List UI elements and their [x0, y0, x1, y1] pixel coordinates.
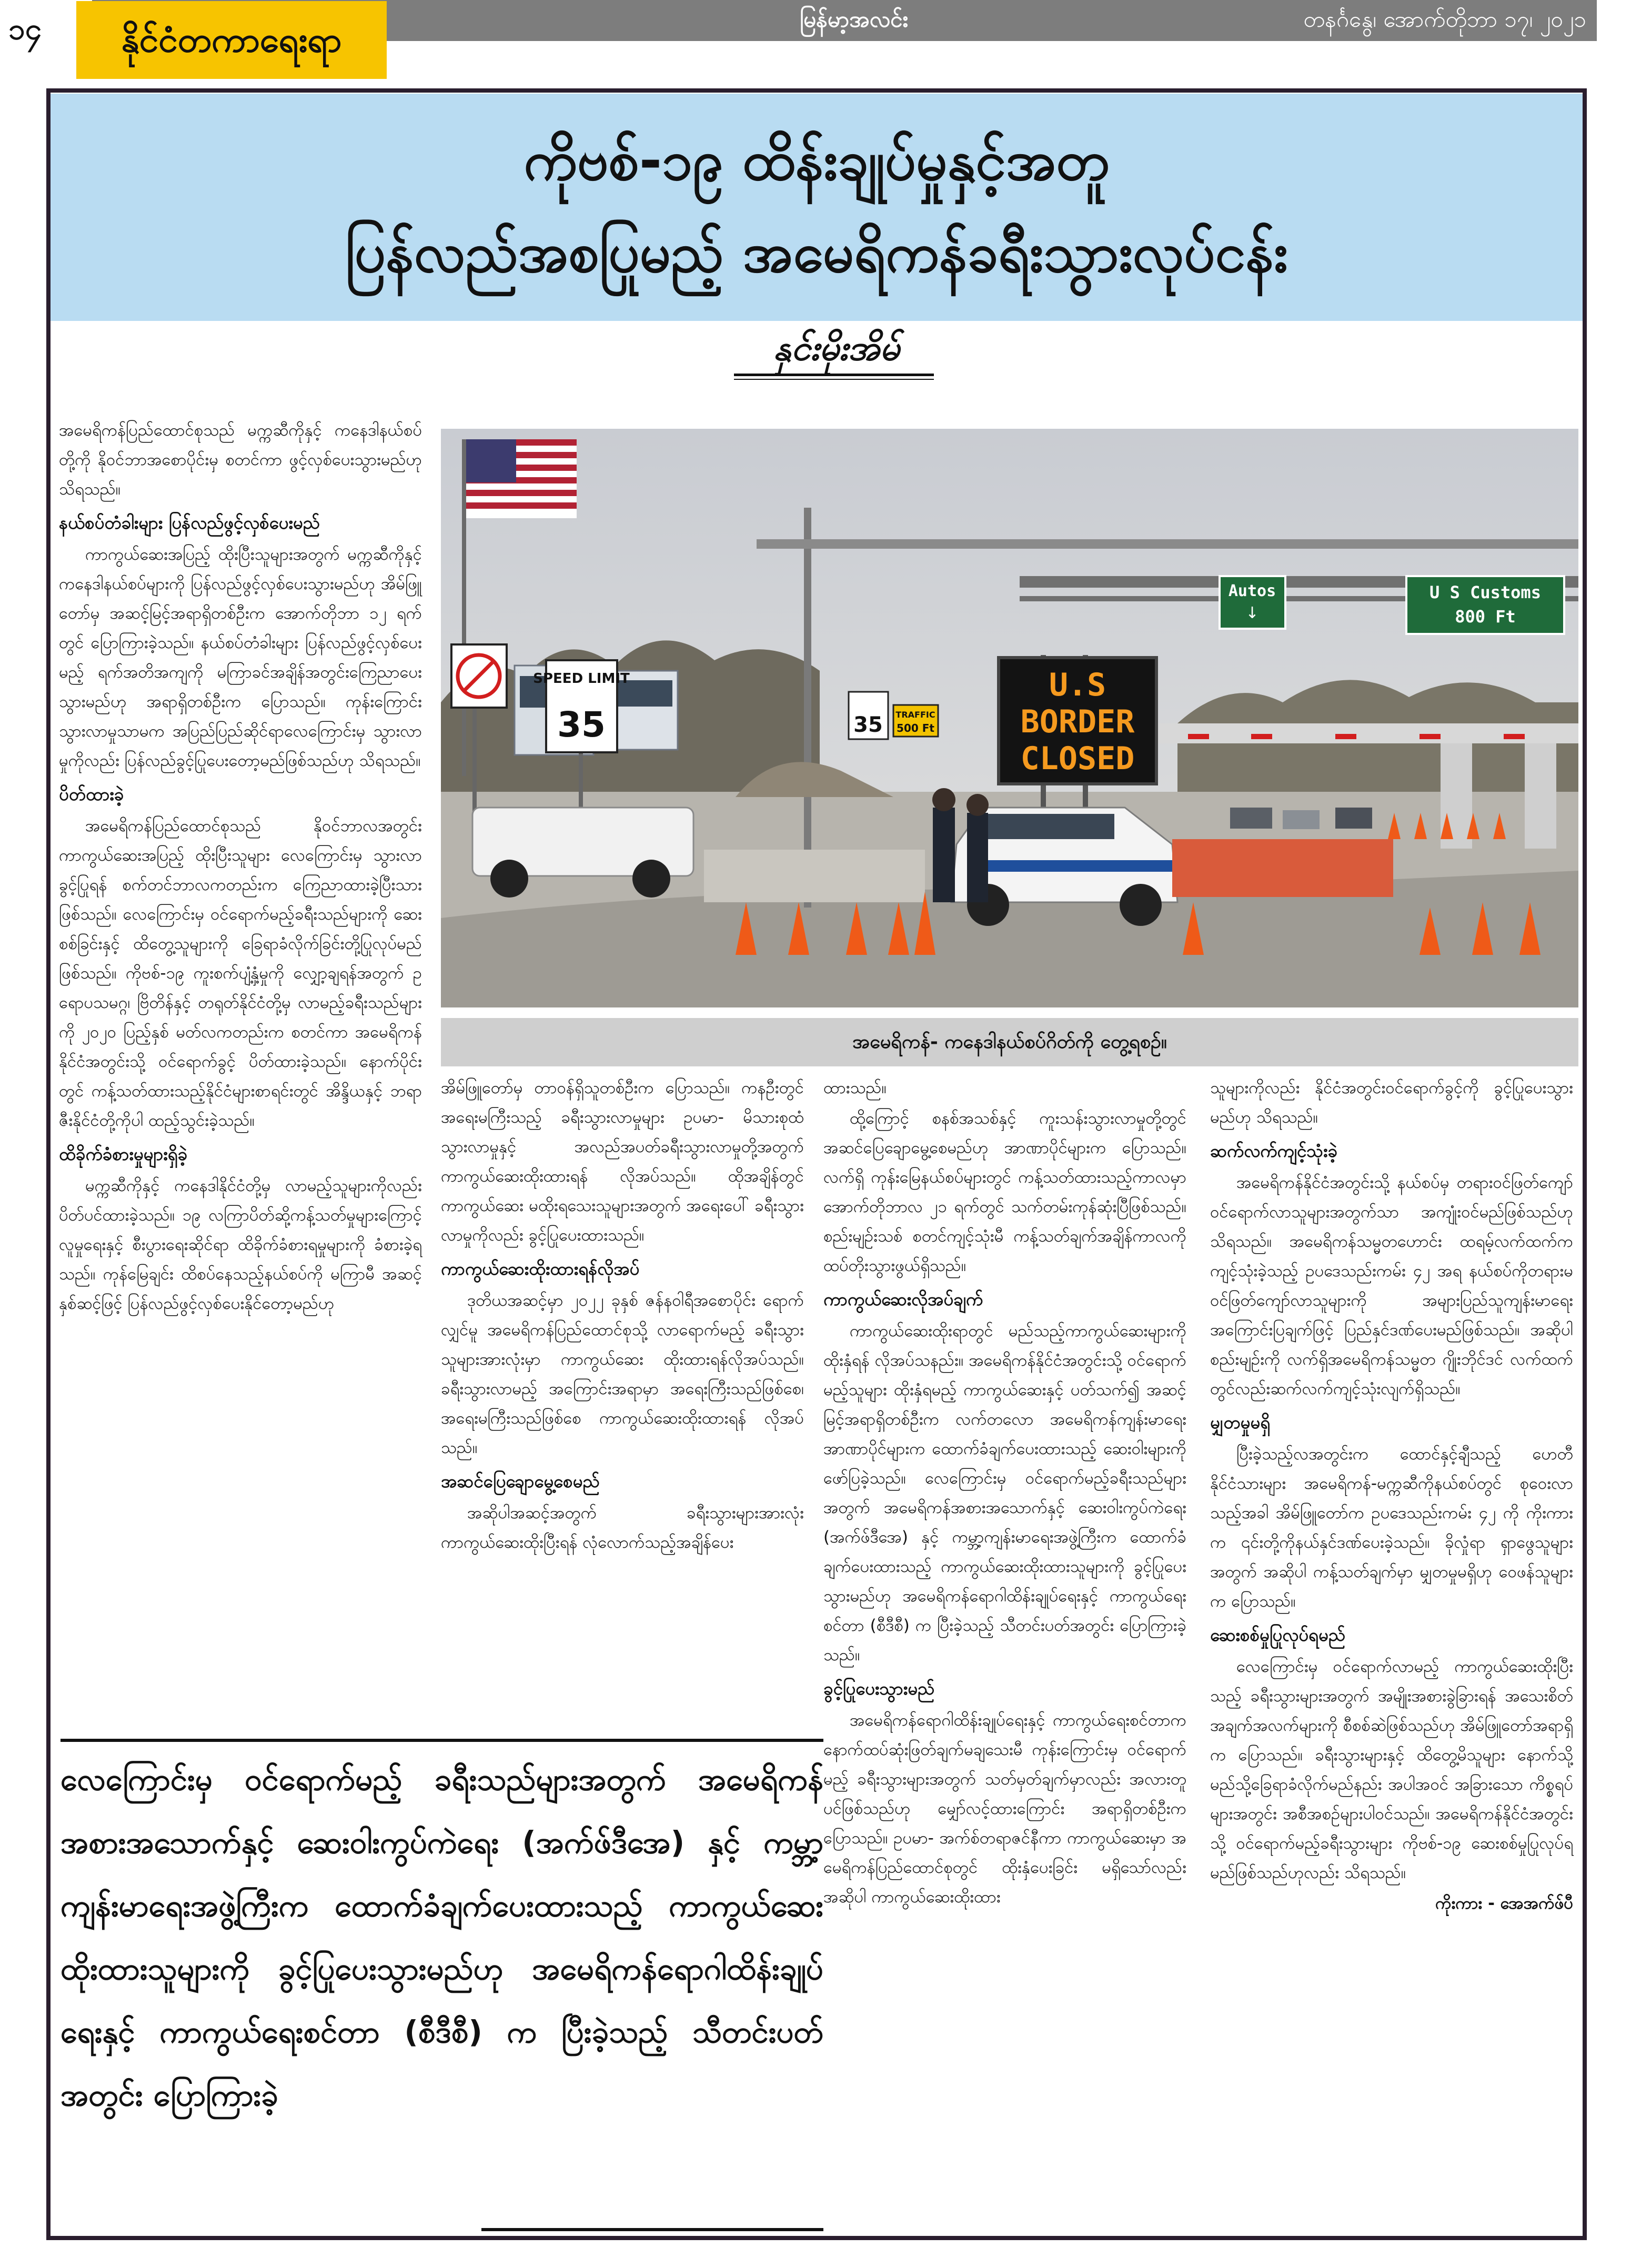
paragraph: ပြီးခဲ့သည့်လအတွင်းက ထောင်နှင့်ချီသည့် ဟေတီနိုင်ငံသားများ အမေရိကန်-မက္ကဆီကိုနယ်စပ်တွင် စုဝေးလာသည့်အခါ အိမ်ဖြူတော်က ဥပဒေသည်းကမ်း ၄၂ ကို ကိုးကားက ၎င်းတို့ကိုနယ်နှင်ဒဏ်ပေးခဲ့သည်။ ခိုလှုံရာ ရှာဖွေသူများအတွက် အဆိုပါ ကန့်သတ်ချက်မှာ မျှတမှုမရှိဟု ဝေဖန်သူများက ပြောသည်။: [1210, 1445, 1573, 1611]
pull-quote-rule-top: [61, 1739, 823, 1742]
column-3: [823, 1073, 1186, 2231]
subheading: မျှတမှုမရှိ: [1210, 1412, 1271, 1433]
subheading: ဆက်လက်ကျင့်သုံးခဲ့: [1210, 1141, 1338, 1161]
page-number: ၁၄: [8, 12, 42, 46]
speed-limit-number: 35: [557, 704, 606, 745]
paragraph: အမေရိကန်ပြည်ထောင်စုသည် မက္ကဆီကိုနှင့် ကနေဒါနယ်စပ်တို့ကို နိုဝင်ဘာအစောပိုင်းမှ စတင်ကာ ဖွင့်လှစ်ပေးသွားမည်ဟု သိရသည်။: [59, 421, 422, 499]
subheading: ခွင့်ပြုပေးသွားမည်: [823, 1678, 934, 1699]
customs-distance-text: 800 Ft: [1455, 607, 1516, 627]
column-4: [1210, 1073, 1573, 2231]
subheading: ဆေးစစ်မှုပြုလုပ်ရမည်: [1210, 1625, 1345, 1645]
pull-quote-rule-bottom: [481, 2228, 823, 2231]
paragraph: အိမ်ဖြူတော်မှ တာဝန်ရှိသူတစ်ဦးက ပြောသည်။ ကနဦးတွင် အရေးမကြီးသည့် ခရီးသွားလာမှုများ ဥပမာ- မိသားစုထံသွားလာမှုနှင့် အလည်အပတ်ခရီးသွားလာမှုတို့အတွက် ကာကွယ်ဆေးထိုးထားရန် လိုအပ်သည်။ ထိုအချိန်တွင် ကာကွယ်ဆေး မထိုးရသေးသူများအတွက် အရေးပေါ် ခရီးသွားလာမှုကိုလည်း ခွင့်ပြုပေးထားသည်။: [441, 1078, 804, 1245]
headline-line-1: ကိုဗစ်-၁၉ ထိန်းချုပ်မှုနှင့်အတူ: [523, 128, 1110, 193]
subheading: ကာကွယ်ဆေးထိုးထားရန်လိုအပ်: [441, 1258, 640, 1279]
paragraph: လေကြောင်းမှ ဝင်ရောက်လာမည့် ကာကွယ်ဆေးထိုးပြီးသည့် ခရီးသွားများအတွက် အမျိုးအစားခွဲခြားရန် အသေးစိတ်အချက်အလက်များကို စီစစ်ဆဲဖြစ်သည်ဟု အိမ်ဖြူတော်အရာရှိက ပြောသည်။ ခရီးသွားများနှင့် ထိတွေ့မိသူများ နောက်သို့ မည်သို့ခြေရာခံလိုက်မည်နည်း အပါအဝင် အခြားသော ကိစ္စရပ်များအတွင်း အစီအစဉ်များပါဝင်သည်။ အမေရိကန်နိုင်ငံအတွင်းသို့ ဝင်ရောက်မည့်ခရီးသွားများ ကိုဗစ်-၁၉ ဆေးစစ်မှုပြုလုပ်ရမည်ဖြစ်သည်ဟုလည်း သိရသည်။: [1210, 1657, 1573, 1882]
border-crossing-photo: [441, 429, 1578, 1007]
column-1: [59, 416, 422, 1715]
paragraph: မက္ကဆီကိုနှင့် ကနေဒါနိုင်ငံတို့မှ လာမည့်သူများကိုလည်း ပိတ်ပင်ထားခဲ့သည်။ ၁၉ လကြာပိတ်ဆို့ကန့်သတ်မှုများကြောင့် လူမှုရေးနှင့် စီးပွားရေးဆိုင်ရာ ထိခိုက်ခံစားရမှုများကို ခံစားခဲ့ရသည်။ ကုန်မြေချင်း ထိစပ်နေသည့်နယ်စပ်ကို မကြာမီ အဆင့်နှစ်ဆင့်ဖြင့် ပြန်လည်ဖွင့်လှစ်ပေးနိုင်တော့မည်ဟု: [59, 1176, 422, 1313]
subheading: ကာကွယ်ဆေးလိုအပ်ချက်: [823, 1289, 983, 1309]
traffic-sign-text: TRAFFIC: [895, 710, 935, 720]
paragraph: အမေရိကန်ရောဂါထိန်းချုပ်ရေးနှင့် ကာကွယ်ရေးစင်တာက နောက်ထပ်ဆုံးဖြတ်ချက်မချသေးမီ ကုန်းကြောင်းမှ ဝင်ရောက်မည့် ခရီးသွားများအတွက် သတ်မှတ်ချက်မှာလည်း အလားတူပင်ဖြစ်သည်ဟု မျှော်လင့်ထားကြောင်း အရာရှိတစ်ဦးက ပြောသည်။ ဥပမာ- အက်စ်တရာဇင်နီကာ ကာကွယ်ဆေးမှာ အမေရိကန်ပြည်ထောင်စုတွင် ထိုးနှံပေးခြင်း မရှိသော်လည်း အဆိုပါ ကာကွယ်ဆေးထိုးထား: [823, 1711, 1186, 1907]
issue-date: တနင်္ဂနွေ၊ အောက်တိုဘာ ၁၇၊ ၂၀၂၁: [1303, 6, 1586, 32]
subheading: ပိတ်ထားခဲ့: [59, 784, 124, 804]
down-arrow-icon: ↓: [1245, 604, 1259, 622]
subheading: နယ်စပ်တံခါးများ ပြန်လည်ဖွင့်လှစ်ပေးမည်: [59, 512, 320, 533]
paragraph: ထားသည်။: [823, 1078, 887, 1097]
byline-underline: [734, 374, 934, 376]
paragraph: ဒုတိယအဆင့်မှာ ၂၀၂၂ ခုနှစ် ဇန်နဝါရီအစောပိုင်း ရောက်လျှင်မူ အမေရိကန်ပြည်ထောင်စုသို့ လာရောက်မည့် ခရီးသွားသူများအားလုံးမှာ ကာကွယ်ဆေး ထိုးထားရန်လိုအပ်သည်။ ခရီးသွားလာမည့် အကြောင်းအရာမှာ အရေးကြီးသည်ဖြစ်စေ၊ အရေးမကြီးသည်ဖြစ်စေ ကာကွယ်ဆေးထိုးထားရန် လိုအပ်သည်။: [441, 1291, 804, 1457]
source-credit: ကိုးကား - အေအက်ဖ်ပီ: [1435, 1894, 1573, 1913]
led-line-3: CLOSED: [1020, 740, 1135, 777]
traffic-sign-distance: 500 Ft: [897, 722, 934, 734]
us-flag: [466, 439, 577, 518]
paragraph: ထို့ကြောင့် စနစ်အသစ်နှင့် ကူးသန်းသွားလာမှုတို့တွင် အဆင်ပြေချောမွေ့စေမည်ဟု အာဏာပိုင်များက ပြောသည်။ လက်ရှိ ကုန်းမြေနယ်စပ်များတွင် ကန့်သတ်ထားသည့်ကာလမှာ အောက်တိုဘာလ ၂၁ ရက်တွင် သက်တမ်းကုန်ဆုံးပြီဖြစ်သည်။ စည်းမျဉ်းသစ် စတင်ကျင့်သုံးမီ ကန့်သတ်ချက်အချိန်ကာလကို ထပ်တိုးသွားဖွယ်ရှိသည်။: [823, 1109, 1186, 1275]
paragraph: အဆိုပါအဆင့်အတွက် ခရီးသွားများအားလုံး ကာကွယ်ဆေးထိုးပြီးရန် လုံလောက်သည့်အချိန်ပေး: [441, 1504, 804, 1552]
customs-sign-text: U S Customs: [1429, 582, 1541, 602]
led-line-2: BORDER: [1020, 703, 1135, 740]
byline-underline-thin: [734, 379, 934, 380]
newspaper-name: မြန်မာ့အလင်း: [800, 6, 908, 32]
photo-caption: အမေရိကန်- ကနေဒါနယ်စပ်ဂိတ်ကို တွေ့ရစဉ်။: [441, 1018, 1578, 1066]
section-label: နိုင်ငံတကာရေးရာ: [76, 1, 387, 79]
paragraph: ကာကွယ်ဆေးအပြည့် ထိုးပြီးသူများအတွက် မက္ကဆီကိုနှင့် ကနေဒါနယ်စပ်များကို ပြန်လည်ဖွင့်လှစ်ပေးသွားမည်ဟု အိမ်ဖြူတော်မှ အဆင့်မြင့်အရာရှိတစ်ဦးက အောက်တိုဘာ ၁၂ ရက်တွင် ပြောကြားခဲ့သည်။ နယ်စပ်တံခါးများ ပြန်လည်ဖွင့်လှစ်ပေးမည့် ရက်အတိအကျကို မကြာခင်အချိန်အတွင်းကြေညာပေးသွားမည်ဟု အရာရှိတစ်ဦးက ပြောသည်။ ကုန်းကြောင်းသွားလာမှုသာမက အပြည်ပြည်ဆိုင်ရာလေကြောင်းမှ သွားလာမှုကိုလည်း ပြန်လည်ခွင့်ပြုပေးတော့မည်ဖြစ်သည်ဟု သိရသည်။: [59, 545, 422, 770]
column-2: [441, 1073, 804, 1736]
small-speed-number: 35: [853, 713, 883, 737]
headline-line-2: ပြန်လည်အစပြုမည့် အမေရိကန်ခရီးသွားလုပ်ငန်း: [345, 220, 1288, 285]
led-line-1: U.S: [1049, 667, 1106, 703]
subheading: အဆင်ပြေချောမွေ့စေမည်: [441, 1471, 600, 1491]
paragraph: အမေရိကန်နိုင်ငံအတွင်းသို့ နယ်စပ်မှ တရားဝင်ဖြတ်ကျော် ဝင်ရောက်လာသူများအတွက်သာ အကျုံးဝင်မည်ဖြစ်သည်ဟု သိရသည်။ အမေရိကန်သမ္မတဟောင်း ထရမ့်လက်ထက်က ကျင့်သုံးခဲ့သည့် ဥပဒေသည်းကမ်း ၄၂ အရ နယ်စပ်ကိုတရားမဝင်ဖြတ်ကျော်လာသူများကို အများပြည်သူကျန်းမာရေးအကြောင်းပြချက်ဖြင့် ပြည်နှင်ဒဏ်ပေးမည်ဖြစ်သည်။ အဆိုပါ စည်းမျဉ်းကို လက်ရှိအမေရိကန်သမ္မတ ဂျိုးဘိုင်ဒင် လက်ထက်တွင်လည်းဆက်လက်ကျင့်သုံးလျက်ရှိသည်။: [1210, 1173, 1573, 1398]
subheading: ထိခိုက်ခံစားမှုများရှိခဲ့: [59, 1144, 188, 1164]
autos-sign-text: Autos: [1228, 582, 1276, 600]
paragraph: အမေရိကန်ပြည်ထောင်စုသည် နိုဝင်ဘာလအတွင်း ကာကွယ်ဆေးအပြည့် ထိုးပြီးသူများ လေကြောင်းမှ သွားလာခွင့်ပြုရန် စက်တင်ဘာလကတည်းက ကြေညာထားခဲ့ပြီးသားဖြစ်သည်။ လေကြောင်းမှ ဝင်ရောက်မည့်ခရီးသည်များကို ဆေးစစ်ခြင်းနှင့် ထိတွေ့သူများကို ခြေရာခံလိုက်ခြင်းတို့ပြုလုပ်မည်ဖြစ်သည်။ ကိုဗစ်-၁၉ ကူးစက်ပျံ့နှံ့မှုကို လျှော့ချရန်အတွက် ဥရောပသမဂ္ဂ၊ ဗြိတိန်နှင့် တရုတ်နိုင်ငံတို့မှ လာမည့်ခရီးသည်များကို ၂၀၂၀ ပြည့်နှစ် မတ်လကတည်းက စတင်ကာ အမေရိကန်နိုင်ငံအတွင်းသို့ ဝင်ရောက်ခွင့် ပိတ်ထားခဲ့သည်။ နောက်ပိုင်းတွင် ကန့်သတ်ထားသည့်နိုင်ငံများစာရင်းတွင် အိန္ဒိယနှင့် ဘရာဇီးနိုင်ငံတို့ကိုပါ ထည့်သွင်းခဲ့သည်။: [59, 817, 422, 1130]
pull-quote: လေကြောင်းမှ ဝင်ရောက်မည့် ခရီးသည်များအတွက် အမေရိကန်အစားအသောက်နှင့် ဆေးဝါးကွပ်ကဲရေး (အက်ဖ်ဒီအေ) နှင့် ကမ္ဘာ့ကျန်းမာရေးအဖွဲ့ကြီးက ထောက်ခံချက်ပေးထားသည့် ကာကွယ်ဆေးထိုးထားသူများကို ခွင့်ပြုပေးသွားမည်ဟု အမေရိကန်ရောဂါထိန်းချုပ်ရေးနှင့် ကာကွယ်ရေးစင်တာ (စီဒီစီ) က ပြီးခဲ့သည့် သီတင်းပတ်အတွင်း ပြောကြားခဲ့: [61, 1761, 823, 2113]
title-box: [51, 94, 1583, 321]
speed-limit-text: SPEED LIMIT: [533, 671, 630, 687]
paragraph: ကာကွယ်ဆေးထိုးရာတွင် မည်သည့်ကာကွယ်ဆေးများကို ထိုးနှံရန် လိုအပ်သနည်း။ အမေရိကန်နိုင်ငံအတွင်းသို့ ဝင်ရောက်မည့်သူများ ထိုးနှံရမည့် ကာကွယ်ဆေးနှင့် ပတ်သက်၍ အဆင့်မြင့်အရာရှိတစ်ဦးက လက်တလော အမေရိကန်ကျန်းမာရေးအာဏာပိုင်များက ထောက်ခံချက်ပေးထားသည့် ဆေးဝါးများကို ဖော်ပြခဲ့သည်။ လေကြောင်းမှ ဝင်ရောက်မည့်ခရီးသည်များအတွက် အမေရိကန်အစားအသောက်နှင့် ဆေးဝါးကွပ်ကဲရေး (အက်ဖ်ဒီအေ) နှင့် ကမ္ဘာ့ကျန်းမာရေးအဖွဲ့ကြီးက ထောက်ခံချက်ပေးထားသည့် ကာကွယ်ဆေးထိုးထားသူများကို ခွင့်ပြုပေးသွားမည်ဟု အမေရိကန်ရောဂါထိန်းချုပ်ရေးနှင့် ကာကွယ်ရေးစင်တာ (စီဒီစီ) က ပြီးခဲ့သည့် သီတင်းပတ်အတွင်း ပြောကြားခဲ့သည်။: [823, 1322, 1186, 1665]
byline: နှင်းမိုးအိမ်: [773, 328, 900, 368]
paragraph: သူများကိုလည်း နိုင်ငံအတွင်းဝင်ရောက်ခွင့်ကို ခွင့်ပြုပေးသွားမည်ဟု သိရသည်။: [1210, 1078, 1573, 1127]
